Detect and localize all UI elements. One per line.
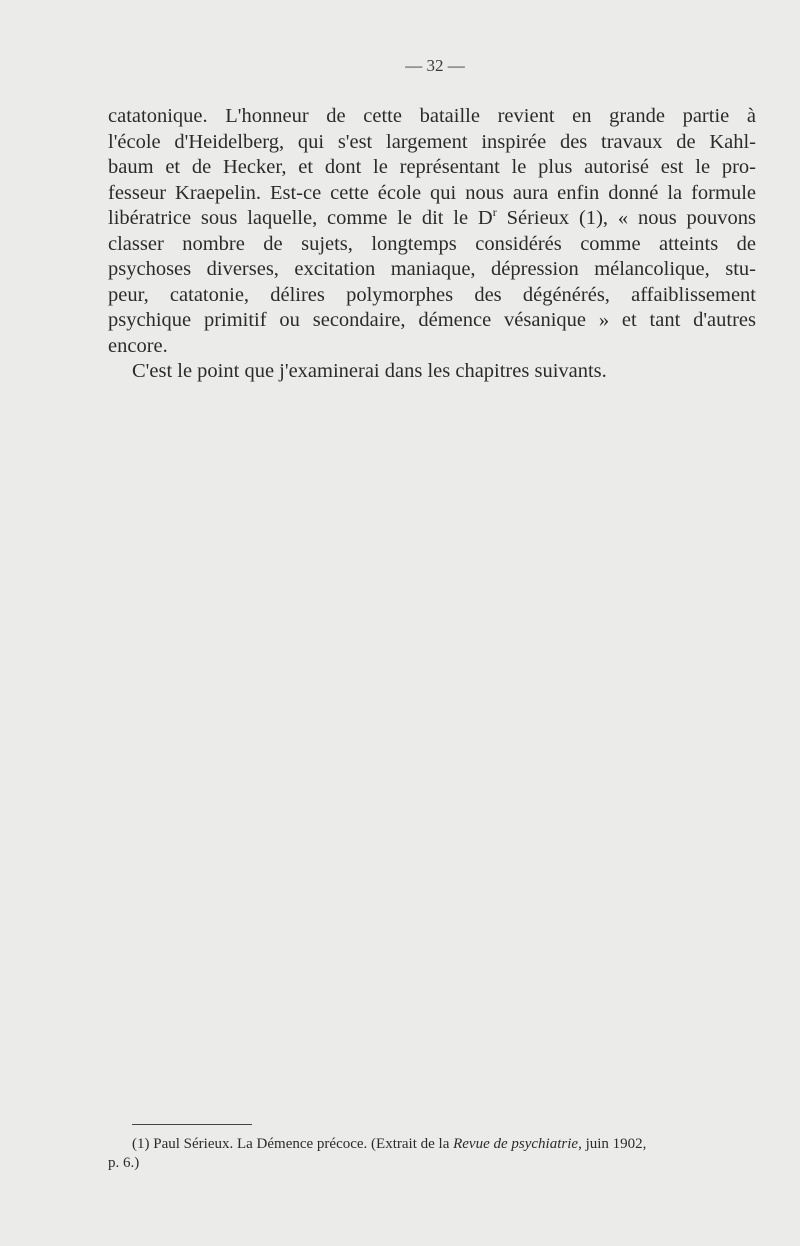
footnote-divider <box>132 1124 252 1125</box>
text-segment: libératrice sous laquelle, comme le dit le D <box>108 207 493 229</box>
text-line: classer nombre de sujets, longtemps considérés comme atteints de <box>108 232 756 255</box>
footnote-segment: (1) Paul Sérieux. La Démence précoce. (Extrait de la <box>132 1136 454 1152</box>
text-line: psychique primitif ou secondaire, démence vésanique » et tant d'autres <box>108 309 756 331</box>
footnote-line: p. 6.) <box>108 1155 140 1171</box>
footnote <box>108 1135 756 1173</box>
text-line: fesseur Kraepelin. Est-ce cette école qui nous aura enfin donné la formule <box>108 181 756 204</box>
page-number: — 32 — <box>405 56 465 75</box>
footnote-line <box>108 1135 756 1154</box>
journal-title: Revue de psychiatrie <box>453 1136 579 1152</box>
body-text <box>108 104 756 385</box>
footnote-segment: , juin 1902, <box>578 1136 647 1152</box>
text-line: baum et de Hecker, et dont le représentant le plus autorisé est le pro- <box>108 156 756 178</box>
text-line: encore. <box>108 334 168 357</box>
text-line: l'école d'Heidelberg, qui s'est largement inspirée des travaux de Kahl- <box>108 130 756 153</box>
text-line <box>108 206 756 232</box>
text-line: psychoses diverses, excitation maniaque, dépression mélancolique, stu- <box>108 258 756 280</box>
text-line: C'est le point que j'examinerai dans les chapitres suivants. <box>132 360 607 382</box>
text-line: peur, catatonie, délires polymorphes des dégénérés, affaiblissement <box>108 283 756 306</box>
text-line: catatonique. L'honneur de cette bataille revient en grande partie à <box>108 105 756 127</box>
text-segment: Sérieux (1), « nous pouvons <box>496 207 756 229</box>
superscript: r <box>492 205 497 220</box>
